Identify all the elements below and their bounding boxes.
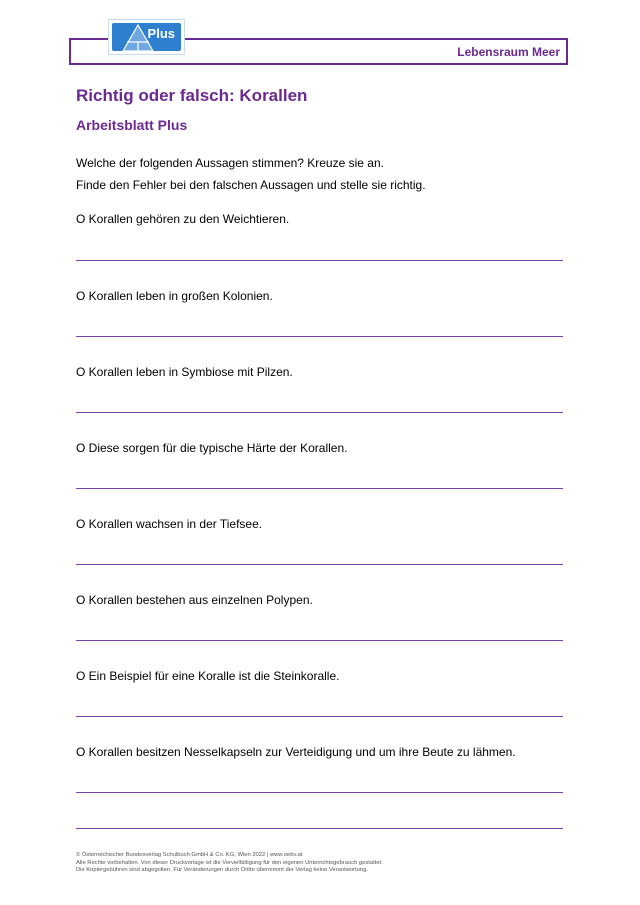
statement-7[interactable]: O Ein Beispiel für eine Koralle ist die Steinkoralle. [76,669,340,683]
page-subtitle: Arbeitsblatt Plus [76,117,188,133]
footer-line: Alle Rechte vorbehalten. Von dieser Druckvorlage ist die Vervielfältigung für den eigenen Unterrichtsgebrauch gestattet. [76,859,383,866]
footer-copyright [76,852,383,875]
logo-text: Plus [147,26,175,41]
statement-5[interactable]: O Korallen wachsen in der Tiefsee. [76,517,263,531]
plus-logo [108,19,185,55]
statement-4[interactable]: O Diese sorgen für die typische Härte der Korallen. [76,441,348,455]
statement-6[interactable]: O Korallen bestehen aus einzelnen Polypen. [76,593,313,607]
footer-line: © Österreichischer Bundesverlag Schulbuch GmbH & Co. KG, Wien 2022 | www.oebv.at [76,852,303,858]
statement-8[interactable]: O Korallen besitzen Nesselkapseln zur Verteidigung und um ihre Beute zu lähmen. [76,745,516,759]
answer-line[interactable] [76,716,563,717]
answer-line[interactable] [76,640,563,641]
statement-1[interactable]: O Korallen gehören zu den Weichtieren. [76,212,290,226]
logo-background [112,23,181,51]
answer-line[interactable] [76,792,563,793]
instruction-line: Welche der folgenden Aussagen stimmen? Kreuze sie an. [76,156,384,170]
answer-line[interactable] [76,488,563,489]
answer-line[interactable] [76,260,563,261]
statement-3[interactable]: O Korallen leben in Symbiose mit Pilzen. [76,365,293,379]
page-title: Richtig oder falsch: Korallen [76,86,308,105]
answer-line[interactable] [76,336,563,337]
answer-line[interactable] [76,564,563,565]
answer-line[interactable] [76,828,563,829]
instruction-line: Finde den Fehler bei den falschen Aussagen und stelle sie richtig. [76,178,426,192]
answer-line[interactable] [76,412,563,413]
footer-line: Die Kopiergebühren sind abgegolten. Für Veränderungen durch Dritte übernimmt der Verlag keine Verantwortung. [76,867,368,874]
section-title: Lebensraum Meer [457,45,560,59]
statement-2[interactable]: O Korallen leben in großen Kolonien. [76,289,273,303]
